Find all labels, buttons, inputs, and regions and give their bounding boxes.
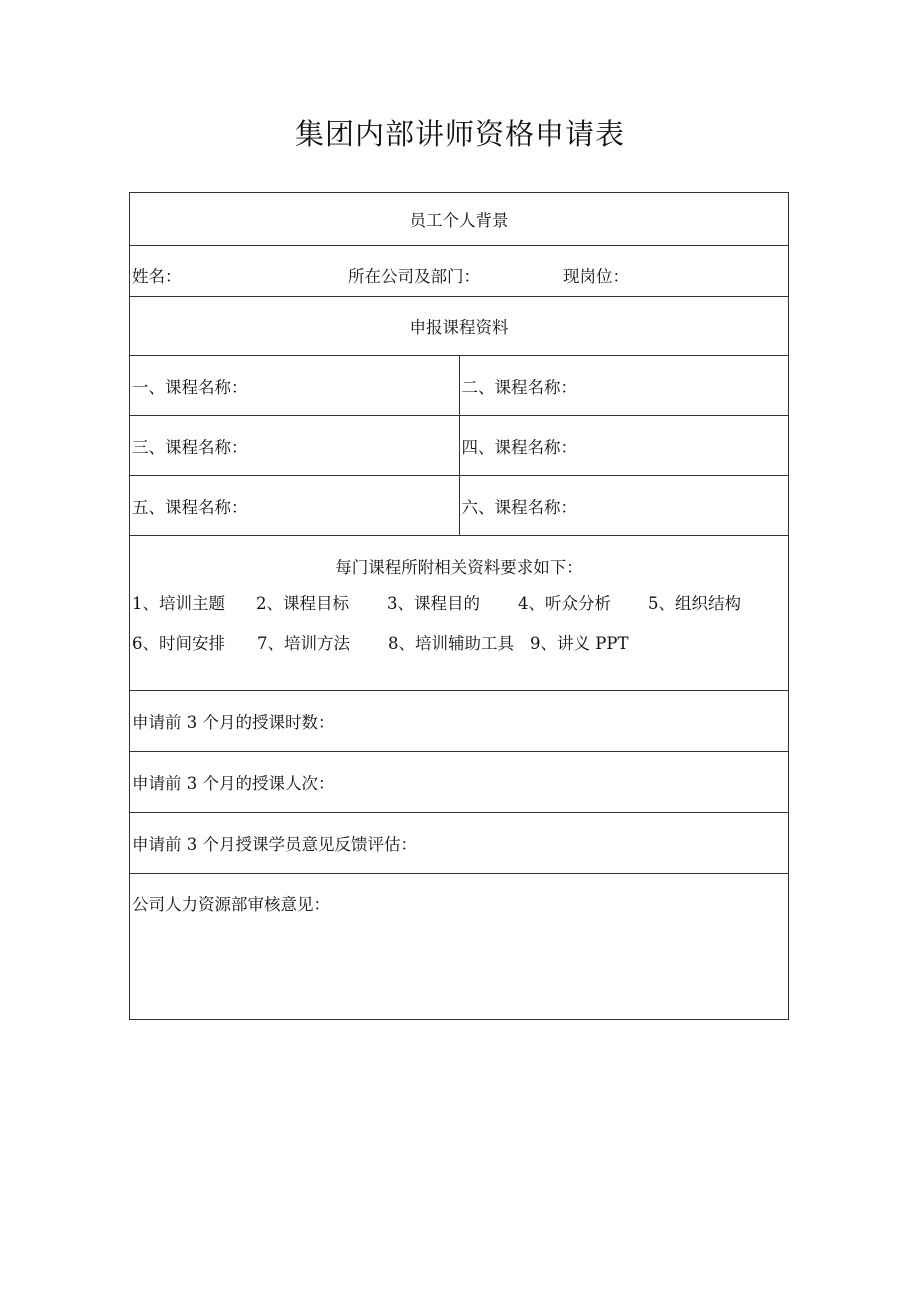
teaching-attendance-row	[130, 752, 788, 813]
course-name-cell-5[interactable]: 五、课程名称：	[130, 476, 460, 535]
feedback-label[interactable]: 申请前 3 个月授课学员意见反馈评估：	[132, 835, 417, 854]
course-row	[130, 356, 788, 416]
course-row	[130, 476, 788, 536]
section-header-courses	[130, 297, 788, 356]
teaching-hours-row	[130, 691, 788, 752]
requirements-row	[130, 536, 788, 691]
section-title-background: 员工个人背景	[409, 211, 509, 230]
department-field-label[interactable]: 所在公司及部门：	[348, 267, 480, 286]
requirement-item: 1、培训主题	[132, 594, 225, 613]
application-form	[129, 192, 789, 1020]
course-name-cell-2[interactable]: 二、课程名称：	[461, 377, 577, 397]
section-title-courses: 申报课程资料	[409, 318, 509, 337]
requirement-item: 5、组织结构	[648, 594, 741, 613]
course-name-cell-1[interactable]: 一、课程名称：	[130, 356, 460, 415]
feedback-row	[130, 813, 788, 874]
hr-opinion-label[interactable]: 公司人力资源部审核意见：	[132, 895, 330, 914]
teaching-hours-label[interactable]: 申请前 3 个月的授课时数：	[132, 713, 335, 732]
personal-info-row	[130, 246, 788, 297]
position-field-label[interactable]: 现岗位：	[563, 267, 629, 286]
hr-opinion-row	[130, 874, 788, 1019]
course-name-cell-3[interactable]: 三、课程名称：	[130, 416, 460, 475]
course-name-cell-6[interactable]: 六、课程名称：	[461, 497, 577, 517]
name-field-label[interactable]: 姓名：	[132, 267, 182, 286]
section-header-background	[130, 193, 788, 246]
requirement-item: 8、培训辅助工具	[388, 634, 514, 653]
requirement-item: 2、课程目标	[256, 594, 349, 613]
requirement-item: 7、培训方法	[257, 634, 350, 653]
requirement-item: 6、时间安排	[132, 634, 225, 653]
course-name-cell-4[interactable]: 四、课程名称：	[461, 437, 577, 457]
requirement-item: 3、课程目的	[387, 594, 480, 613]
teaching-attendance-label[interactable]: 申请前 3 个月的授课人次：	[132, 774, 335, 793]
requirement-item: 4、听众分析	[518, 594, 611, 613]
requirement-item: 9、讲义 PPT	[530, 634, 629, 653]
course-row	[130, 416, 788, 476]
page-title: 集团内部讲师资格申请表	[294, 117, 625, 151]
requirements-title: 每门课程所附相关资料要求如下：	[335, 558, 583, 577]
